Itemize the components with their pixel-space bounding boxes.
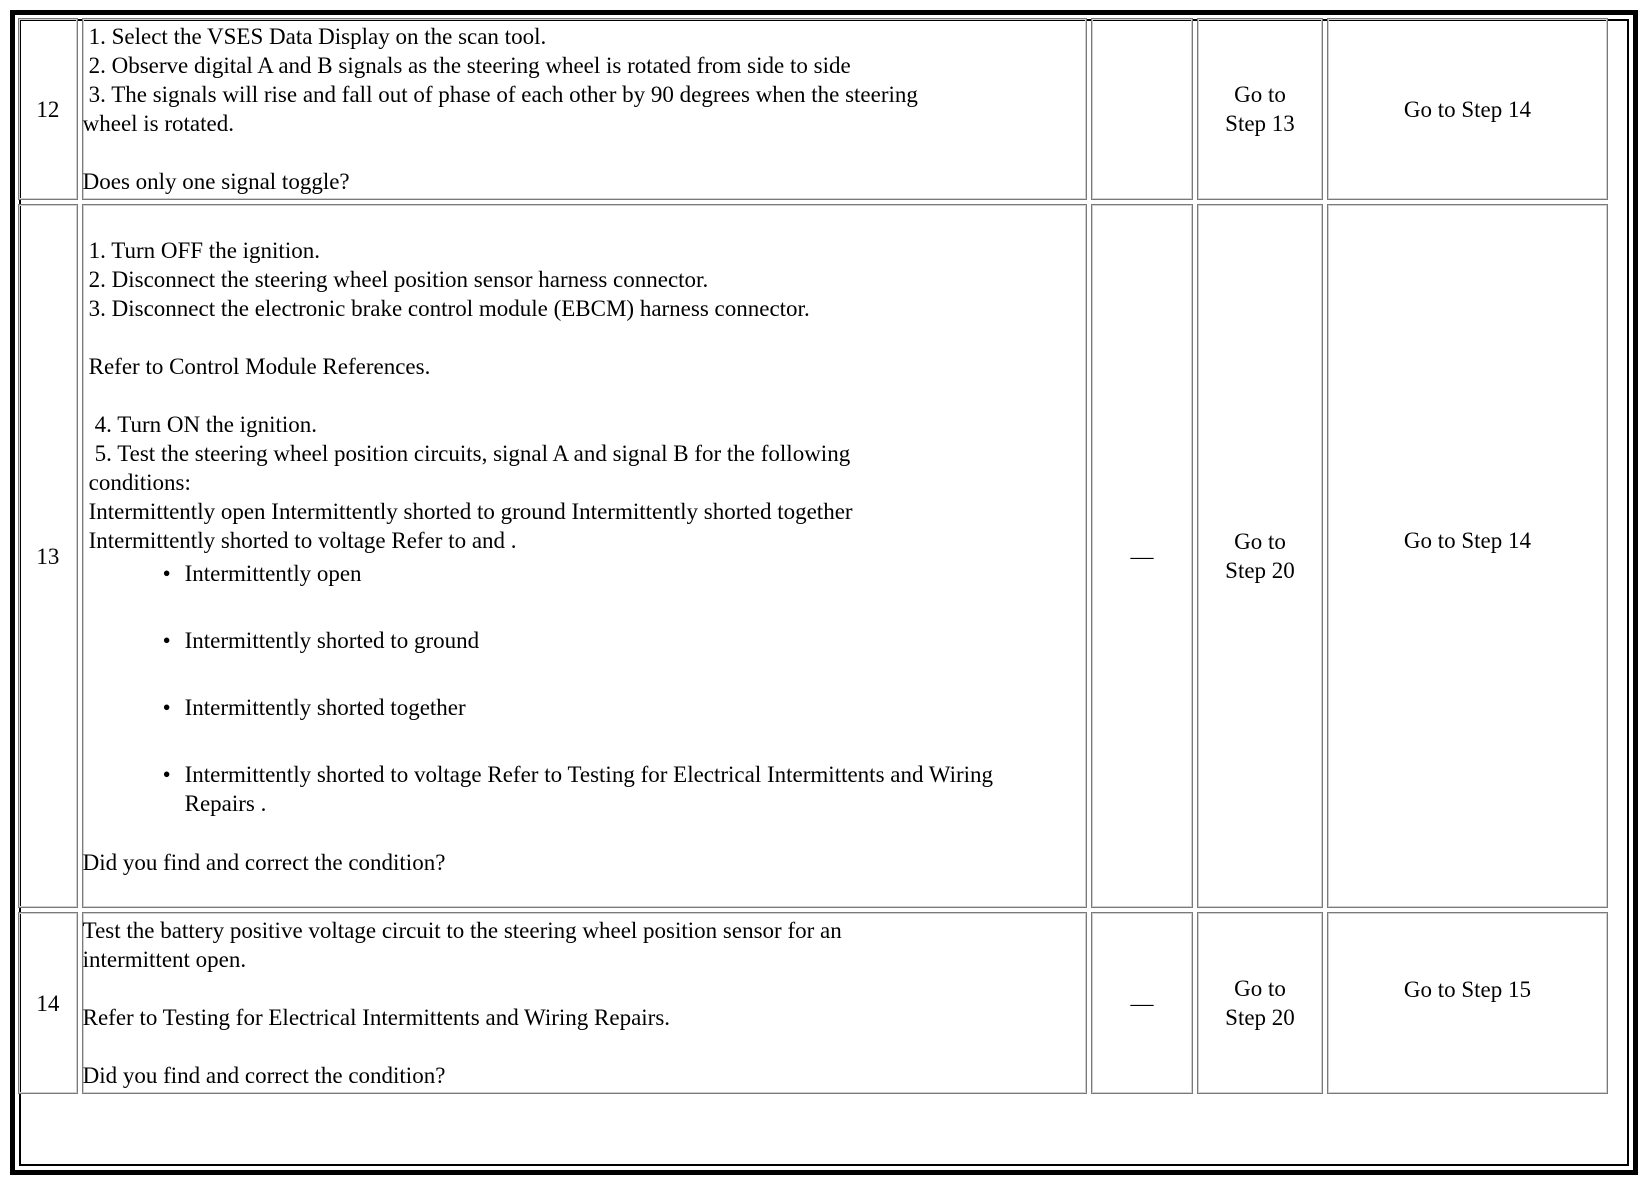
action-line: Intermittently shorted to voltage Refer to and . (88, 527, 517, 553)
action-reference: Refer to Control Module References. (88, 353, 431, 379)
yes-goto-label: Go to (1234, 529, 1286, 554)
no-goto-step-link[interactable]: Go to Step 14 (1403, 527, 1531, 553)
list-item-text: Intermittently shorted to voltage Refer to Testing for Electrical Intermittents and Wiring Repairs . (184, 761, 994, 816)
action-line: 2. Disconnect the steering wheel position sensor harness connector. (88, 266, 709, 292)
yes-cell (1197, 912, 1323, 1094)
list-item (83, 693, 1086, 722)
action-line: Test the battery positive voltage circuit to the steering wheel position sensor for an (82, 918, 842, 943)
action-question: Did you find and correct the condition? (82, 849, 446, 875)
spacer (83, 1032, 1086, 1061)
spacer (83, 974, 1086, 1003)
list-item-text: Intermittently open (184, 560, 362, 586)
action-line: 3. The signals will rise and fall out of phase of each other by 90 degrees when the steering (88, 82, 918, 107)
no-cell (1327, 18, 1608, 200)
action-line: 1. Turn OFF the ignition. (88, 237, 320, 263)
diagnostic-table (14, 14, 1612, 1098)
action-line: Intermittently open Intermittently shorted to ground Intermittently shorted together (88, 498, 853, 524)
step-number: 14 (18, 912, 78, 1094)
list-item (83, 626, 1086, 655)
action-cell (82, 204, 1087, 908)
table-row-step-12 (18, 18, 1608, 200)
yes-goto-step-link[interactable]: Step 20 (1225, 558, 1295, 583)
action-line: 3. Disconnect the electronic brake control module (EBCM) harness connector. (88, 295, 810, 321)
action-line: 2. Observe digital A and B signals as the steering wheel is rotated from side to side (88, 53, 851, 78)
bullet-icon: • (162, 761, 171, 787)
value-cell: — (1091, 204, 1193, 908)
table-row-step-13 (18, 204, 1608, 908)
no-goto-step-link[interactable]: Go to Step 15 (1403, 976, 1531, 1002)
yes-goto-label: Go to (1234, 82, 1286, 107)
action-reference: Refer to Testing for Electrical Intermittents and Wiring Repairs. (82, 1005, 671, 1030)
yes-goto-step-link[interactable]: Step 20 (1225, 1005, 1295, 1030)
value-cell (1091, 18, 1193, 200)
list-item (83, 559, 1086, 588)
step-number: 13 (18, 204, 78, 908)
no-cell (1327, 912, 1608, 1094)
spacer (83, 323, 1086, 352)
bullet-icon: • (162, 560, 171, 586)
action-question: Does only one signal toggle? (82, 169, 350, 194)
step-number: 12 (18, 18, 78, 200)
list-item-text: Intermittently shorted together (184, 694, 466, 720)
yes-goto-label: Go to (1234, 976, 1286, 1001)
list-item-text: Intermittently shorted to ground (184, 627, 480, 653)
no-cell (1327, 204, 1608, 908)
action-line: conditions: (88, 469, 191, 495)
list-item (83, 760, 1086, 818)
yes-cell (1197, 204, 1323, 908)
action-line: 4. Turn ON the ignition. (94, 411, 317, 437)
value-cell: — (1091, 912, 1193, 1094)
action-cell (82, 912, 1087, 1094)
bullet-icon: • (162, 694, 171, 720)
table-row-step-14 (18, 912, 1608, 1094)
action-cell (82, 18, 1087, 200)
action-line: 5. Test the steering wheel position circuits, signal A and signal B for the following (94, 440, 851, 466)
no-goto-step-link[interactable]: Go to Step 14 (1403, 96, 1531, 122)
action-question: Did you find and correct the condition? (82, 1063, 446, 1088)
spacer (83, 138, 1086, 167)
yes-cell (1197, 18, 1323, 200)
spacer (83, 381, 1086, 410)
action-line: wheel is rotated. (82, 111, 234, 136)
yes-goto-step-link[interactable]: Step 13 (1225, 111, 1295, 136)
action-line: 1. Select the VSES Data Display on the scan tool. (88, 24, 547, 49)
condition-list (83, 559, 1086, 818)
action-line: intermittent open. (82, 947, 247, 972)
bullet-icon: • (162, 627, 171, 653)
